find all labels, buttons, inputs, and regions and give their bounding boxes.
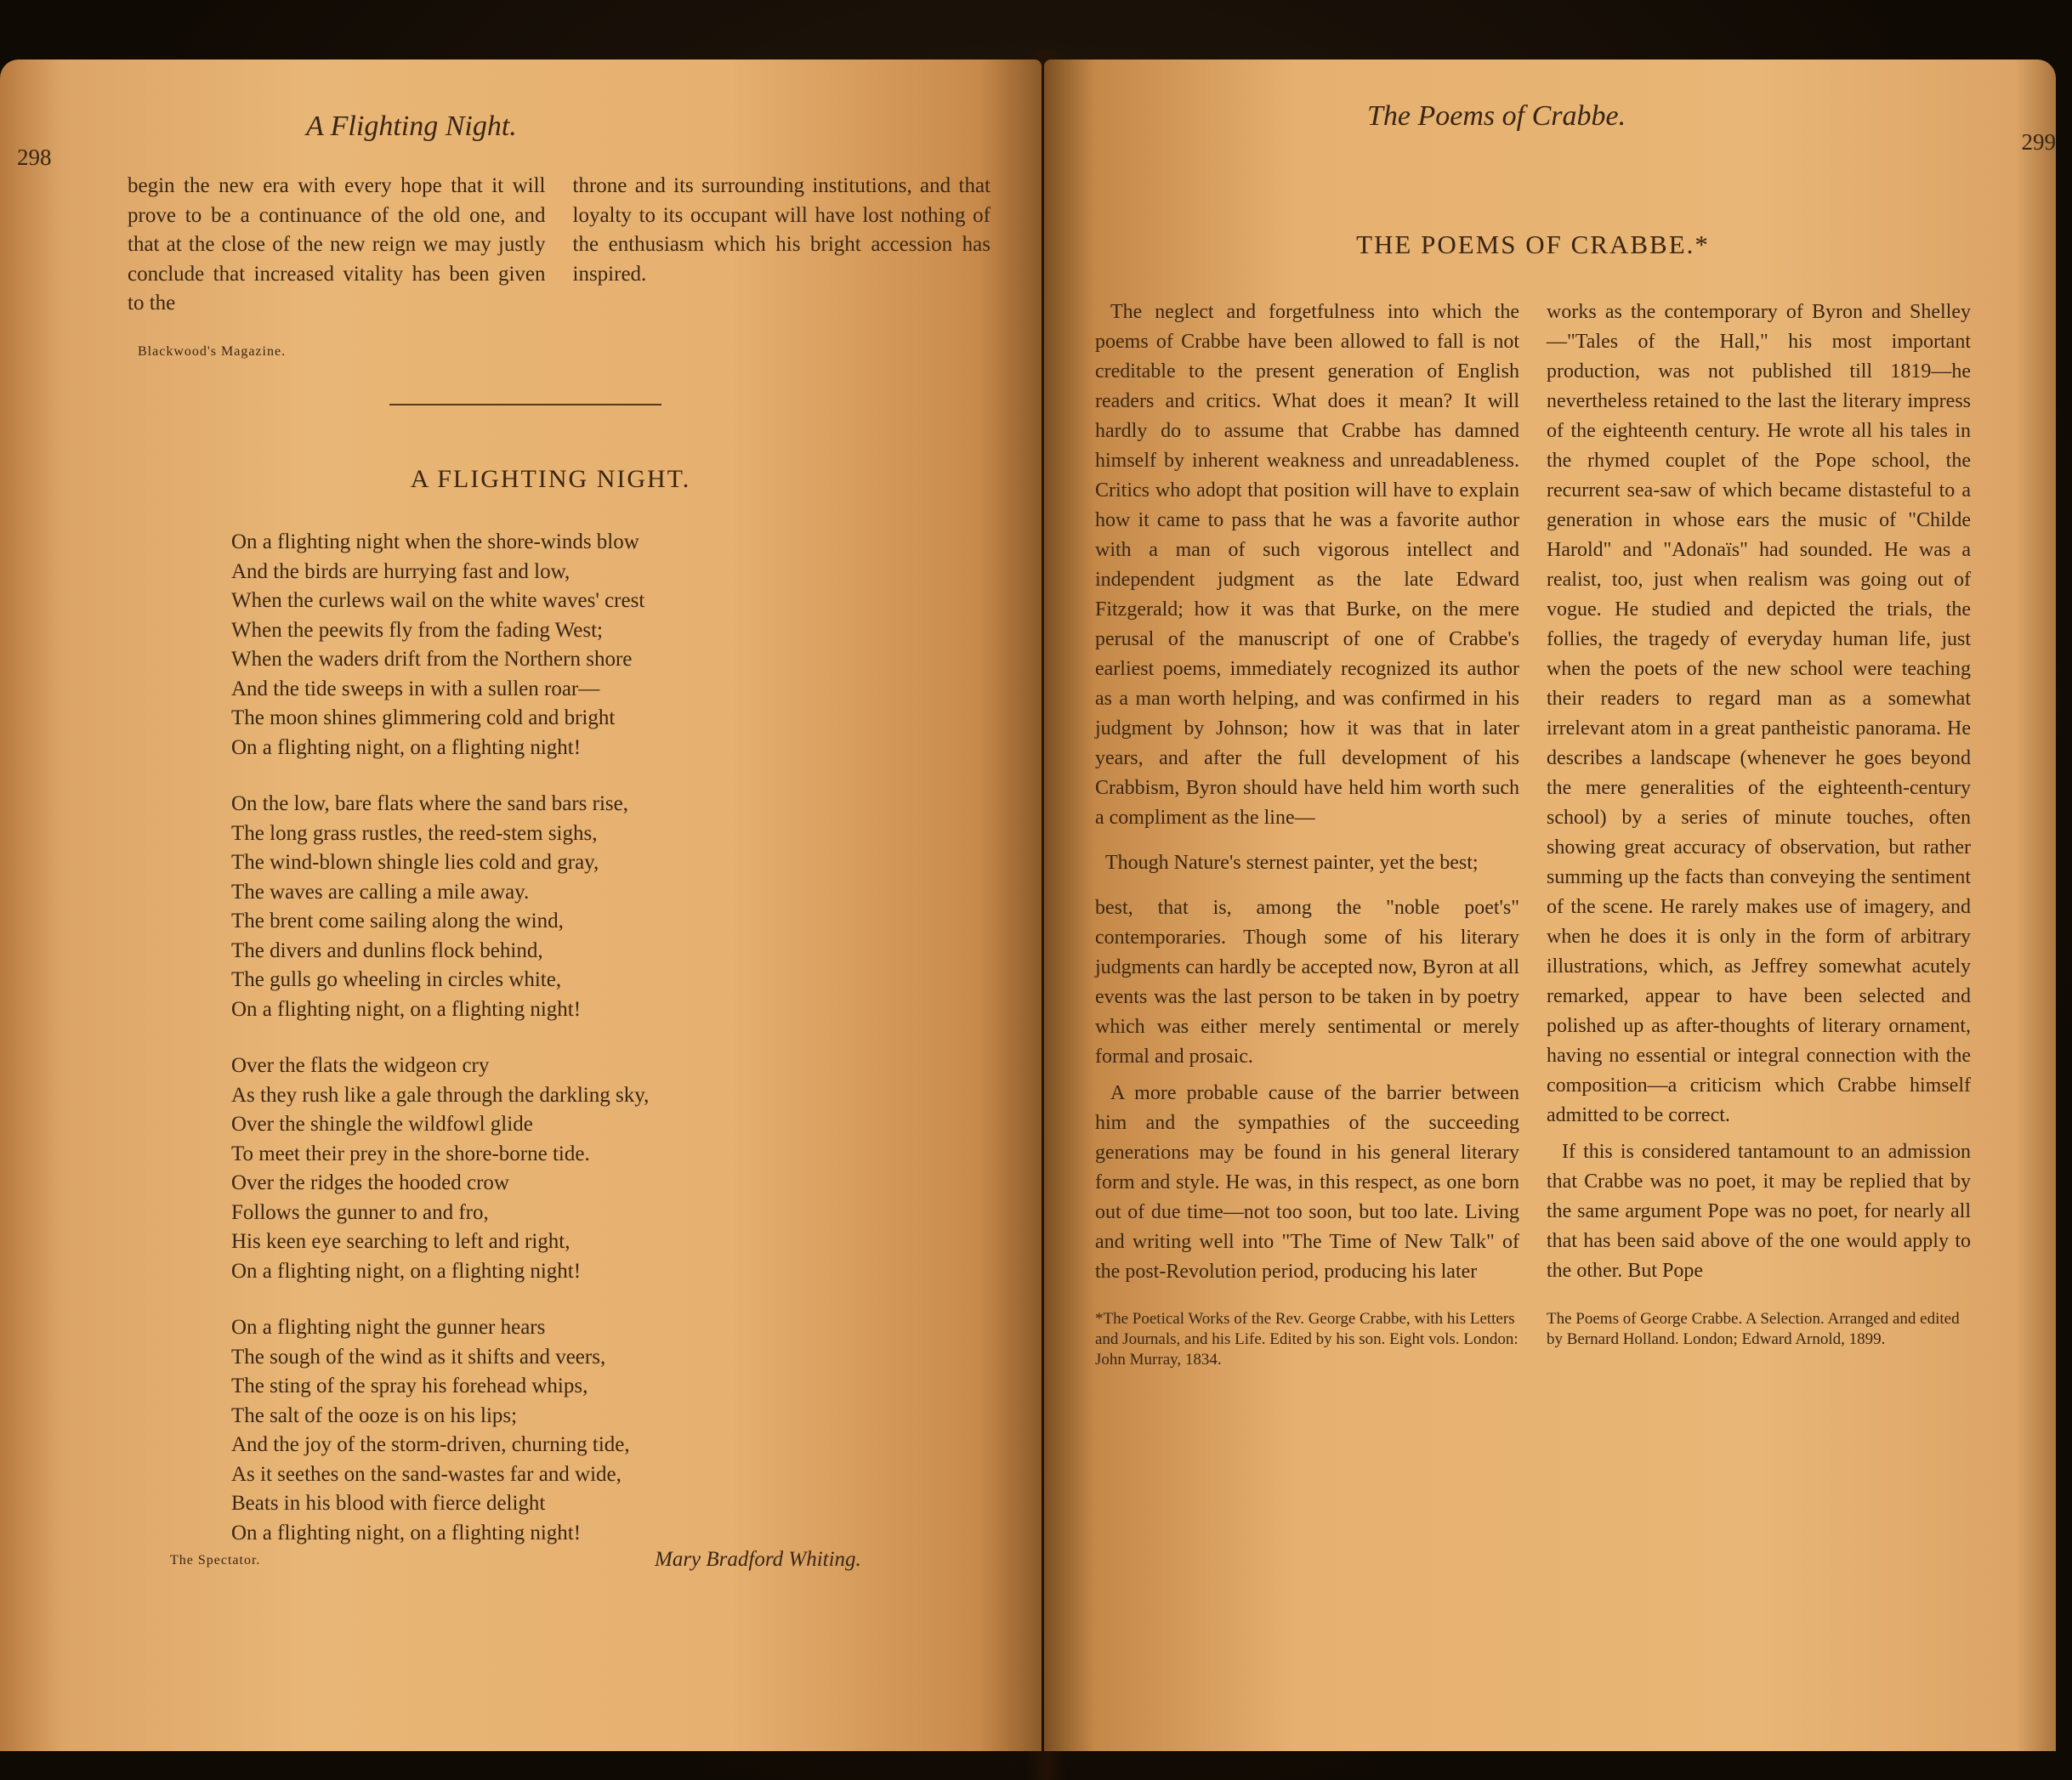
poem-line: On a flighting night, on a flighting night! (231, 997, 582, 1021)
poem-line: The divers and dunlins flock behind, (231, 938, 543, 962)
poem-line: The wind-blown shingle lies cold and gray, (231, 851, 599, 874)
article-col-1 (1095, 298, 1519, 1287)
continued-article (128, 172, 991, 366)
article-col-2 (1547, 298, 1971, 1287)
paragraph: A more probable cause of the barrier between him and the sympathies of the succeeding generations may be found in his general literary form and style. He was, in this respect, as one born out of due time—not too soon, but too late. Living and writing well into "The Time of New Talk" of the post-Revolution period, producing his later (1095, 1082, 1519, 1283)
right-running-title: The Poems of Crabbe. (1367, 100, 1626, 132)
paragraph: works as the contemporary of Byron and Shelley—"Tales of the Hall," his most important production, was not published till 1819—he nevertheless retained to the last the literary impress of the eighteenth century. He wrote all his tales in the rhymed couplet of the Pope school, the recurrent sea-saw of which became distasteful to a generation in whose ears the music of "Childe Harold" and "Adonaïs" had sounded. He was a realist, too, just when realism was going out of vogue. He studied and depicted the trials, the follies, the tragedy of everyday human life, just when the poets of the new school were teaching their readers to regard man as a somewhat irrelevant atom in a great pantheistic panorama. He describes a landscape (whenever he goes beyond the mere generalities of the eighteenth-century school) by a series of minute touches, often showing great accuracy of observation, but rather summing up the facts than conveying the sentiment of the scene. He rarely makes use of imagery, and when he does it is only in the form of arbitrary illustrations, which, as Jeffrey somewhat acutely remarked, appear to have been selected and polished up as after-thoughts of literary ornament, having no essential or integral connection with the composition—a criticism which Crabbe himself admitted to be correct. (1547, 301, 1971, 1126)
poem-stanza (231, 1052, 991, 1286)
poem-author: Mary Bradford Whiting. (655, 1548, 861, 1571)
poem-stanza (231, 790, 991, 1024)
poem-line: The long grass rustles, the reed-stem sighs, (231, 821, 598, 845)
poem-line: The sting of the spray his forehead whips, (231, 1375, 588, 1397)
continued-col-2: throne and its surrounding institutions, and that loyalty to its occupant will have lost nothing of the enthusiasm which his bright accession has inspired. (572, 174, 991, 286)
poem-line: And the joy of the storm-driven, churning tide, (231, 1433, 630, 1456)
paragraph: The neglect and forgetfulness into which the poems of Crabbe have been allowed to fall is not creditable to the present generation of English readers and critics. What does it mean? It will hardly do to assume that Crabbe has damned himself by inherent weakness and unreadableness. Critics who adopt that position will have to explain how it came to pass that he was a favorite author with a man of such vigorous intellect and independent judgment as the late Edward Fitzgerald; how it was that Burke, on the mere perusal of the manuscript of one of Crabbe's earliest poems, immediately recognized its author as a man worth helping, and was confirmed in his judgment by Johnson; how it was that in later years, and after the full development of his Crabbism, Byron should have held him worth such a compliment as the line— (1095, 301, 1519, 829)
poem-line: On a flighting night, on a flighting night! (231, 1521, 582, 1545)
section-divider (389, 404, 661, 405)
poem-line: On the low, bare flats where the sand bars rise, (231, 792, 628, 815)
poem-line: The gulls go wheeling in circles white, (231, 968, 562, 991)
source-blackwoods: Blackwood's Magazine. (138, 343, 287, 359)
poem-line: Over the flats the widgeon cry (231, 1054, 490, 1077)
poem-source: The Spectator. (170, 1553, 261, 1567)
poem-title: A FLIGHTING NIGHT. (410, 465, 691, 493)
footnote-2: The Poems of George Crabbe. A Selection. Arranged and edited by Bernard Holland. London; Edward Arnold, 1899. (1547, 1310, 1960, 1348)
continued-col-1: begin the new era with every hope that it will prove to be a continuance of the old one, and that at the close of the new reign we may justly conclude that increased vitality has been given to the Blackwood's Magazine. (128, 172, 546, 366)
left-running-title: A Flighting Night. (306, 111, 517, 142)
poem-line: On a flighting night, on a flighting night! (231, 1259, 582, 1283)
footnotes (1095, 1309, 1971, 1370)
poem-line: Follows the gunner to and fro, (231, 1200, 489, 1224)
poem-line: And the tide sweeps in with a sullen roar— (231, 677, 600, 700)
paragraph: best, that is, among the "noble poet's" contemporaries. Though some of his literary judgments can hardly be accepted now, Byron at all events was the last person to be taken in by poetry which was either merely sentimental or merely formal and prosaic. (1095, 897, 1519, 1068)
left-running-head (128, 104, 991, 172)
poem-line: On a flighting night the gunner hears (231, 1316, 546, 1339)
left-page (0, 60, 1042, 1751)
poem-line: When the peewits fly from the fading West; (231, 618, 603, 642)
poem-stanza (231, 1313, 991, 1548)
poem-line: When the curlews wail on the white waves' crest (231, 589, 645, 612)
poem-line: Beats in his blood with fierce delight (231, 1492, 546, 1515)
poem-line: The salt of the ooze is on his lips; (231, 1403, 518, 1427)
paragraph: If this is considered tantamount to an admission that Crabbe was no poet, it may be replied that by the same argument Pope was no poet, for nearly all that has been said above of the one would apply to the other. But Pope (1547, 1141, 1971, 1282)
poem-line: His keen eye searching to left and right, (231, 1230, 571, 1253)
poem-line: On a flighting night, on a flighting night! (231, 735, 582, 759)
poem-line: On a flighting night when the shore-winds blow (231, 530, 639, 553)
poem-line: The moon shines glimmering cold and bright (231, 706, 616, 729)
right-page (1044, 60, 2056, 1751)
article-body (1095, 298, 1971, 1287)
poem-line: As it seethes on the sand-wastes far and wide, (231, 1462, 622, 1486)
poem-line: And the birds are hurrying fast and low, (231, 559, 571, 583)
poem-line: The brent come sailing along the wind, (231, 910, 564, 933)
poem-attribution (128, 1548, 991, 1582)
footnote-1: *The Poetical Works of the Rev. George Crabbe, with his Letters and Journals, and his Life. Edited by his son. Eight vols. London: John Murray, 1834. (1095, 1310, 1519, 1369)
article-title: THE POEMS OF CRABBE.* (1356, 230, 1710, 259)
poem-stanza (231, 528, 991, 762)
poem-line: As they rush like a gale through the darkling sky, (231, 1083, 650, 1107)
poem-line: The sough of the wind as it shifts and veers, (231, 1345, 606, 1369)
byron-quote: Though Nature's sternest painter, yet the best; (1105, 852, 1479, 874)
poem-line: The waves are calling a mile away. (231, 880, 530, 904)
right-page-number: 299 (2021, 129, 2056, 155)
poem-line: Over the ridges the hooded crow (231, 1171, 509, 1194)
poem-line: When the waders drift from the Northern shore (231, 648, 633, 671)
poem-line: Over the shingle the wildfowl glide (231, 1113, 533, 1136)
left-page-number: 298 (17, 145, 52, 170)
poem-line: To meet their prey in the shore-borne tide. (231, 1142, 590, 1165)
